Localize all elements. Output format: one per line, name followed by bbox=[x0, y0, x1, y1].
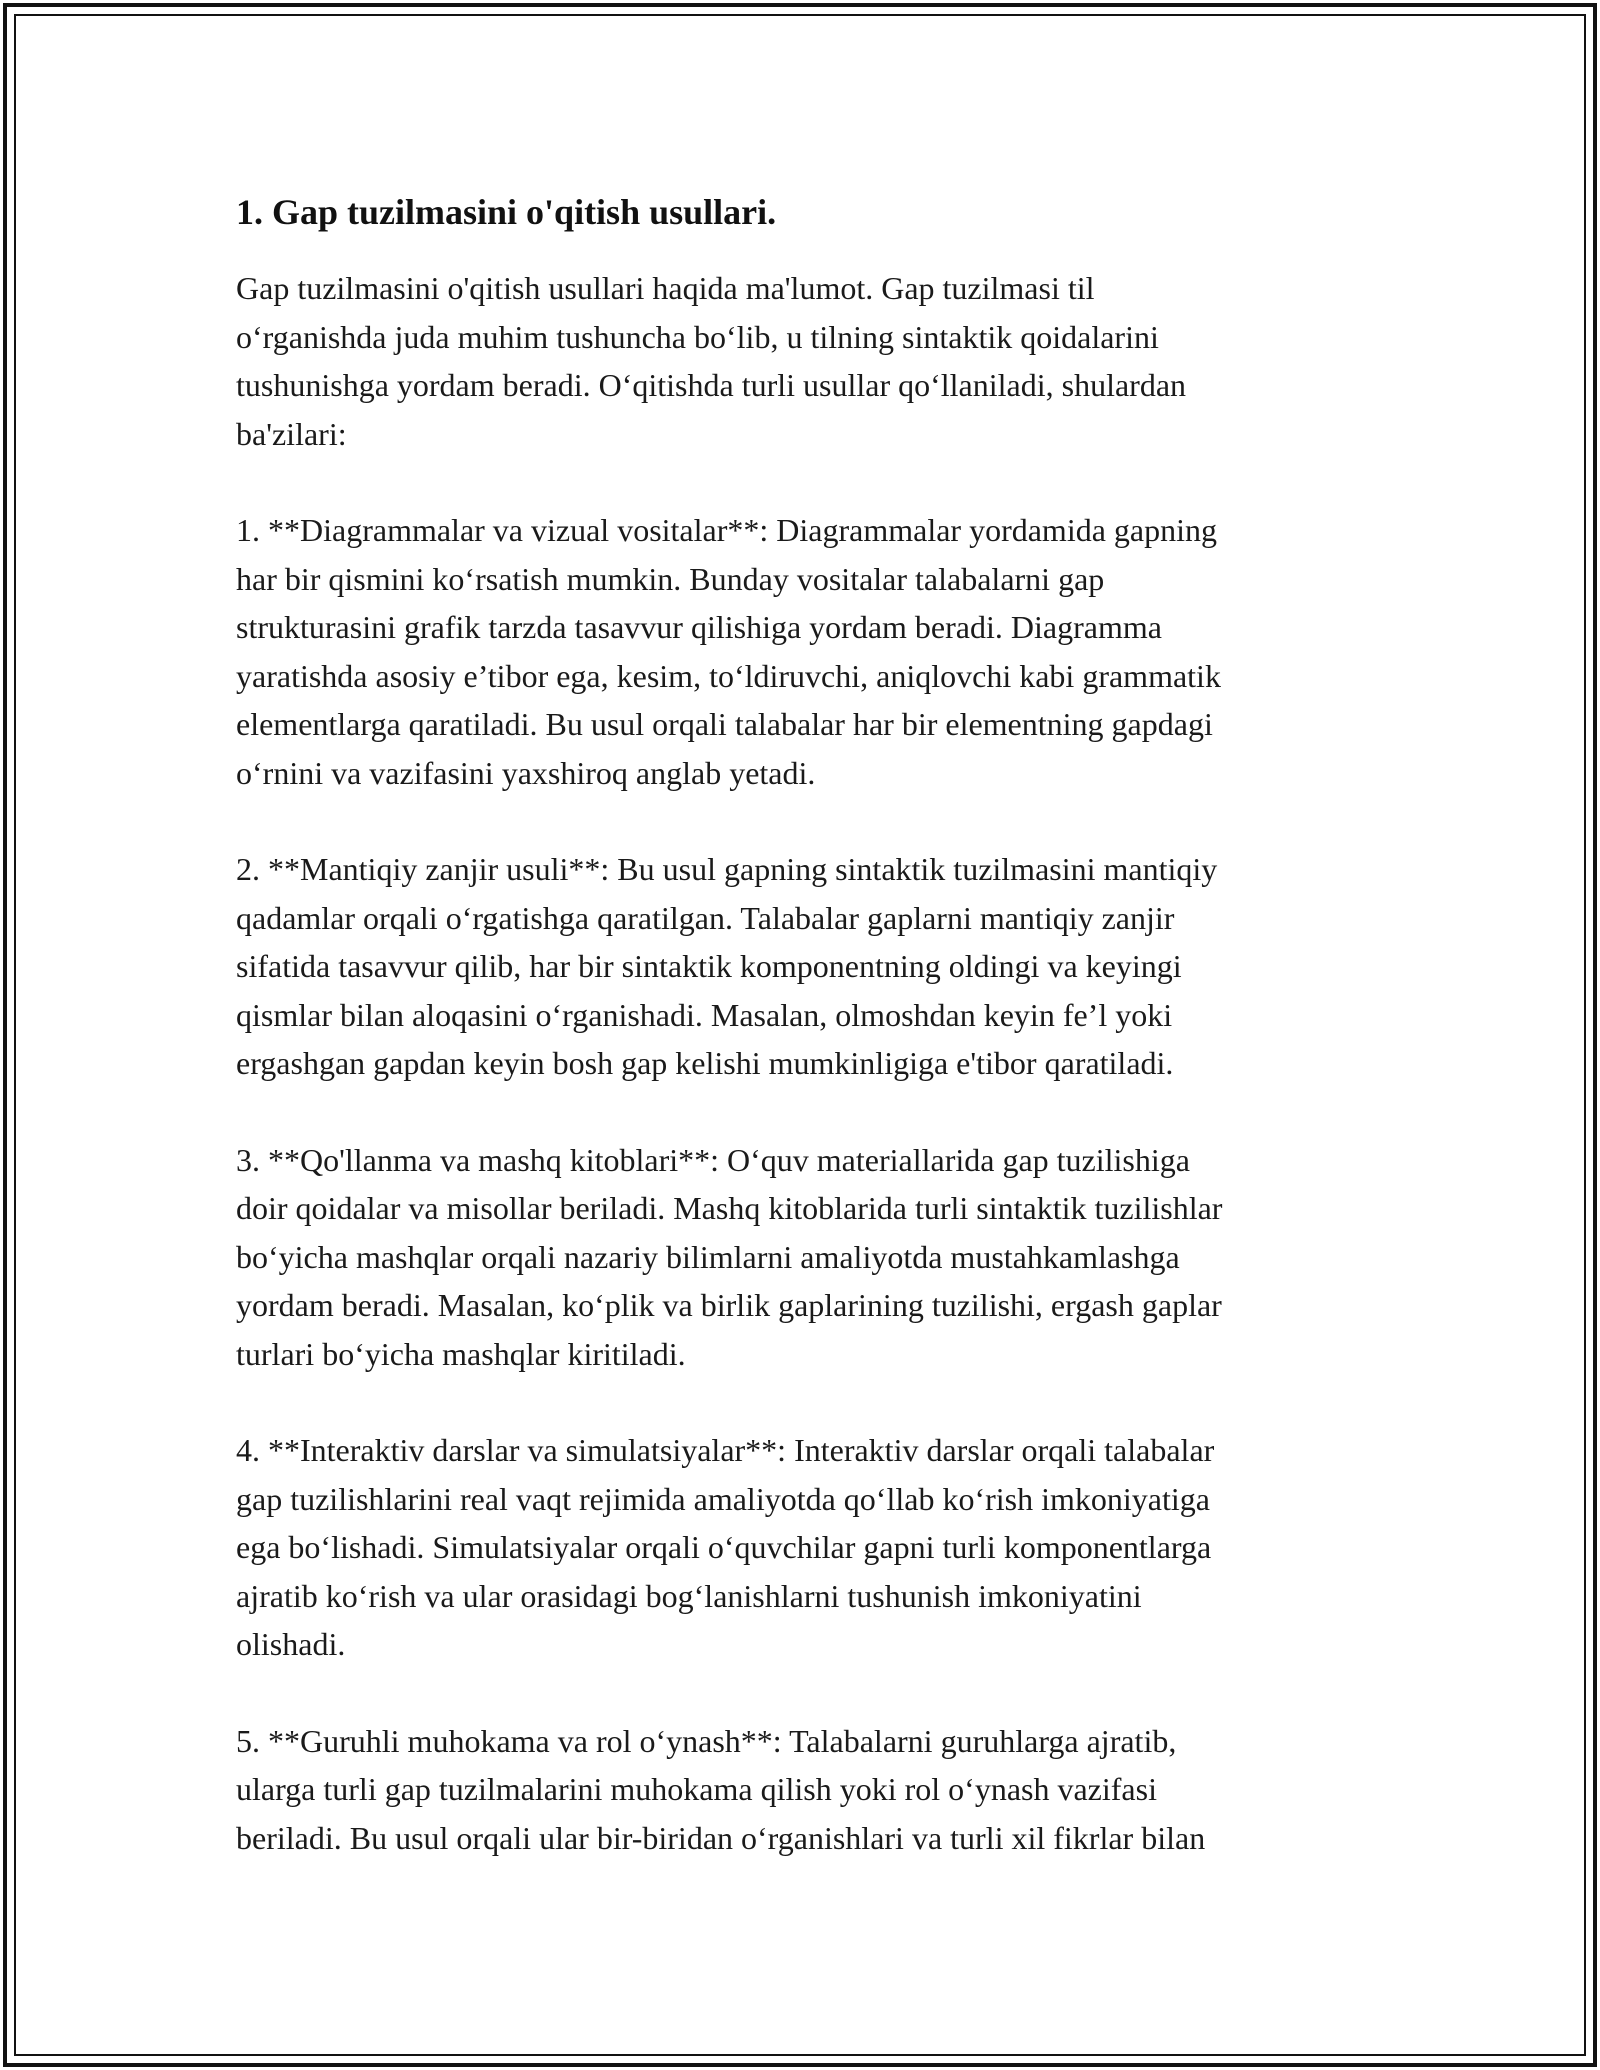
paragraph-line: 1. **Diagrammalar va vizual vositalar**: Diagrammalar yordamida gapning bbox=[236, 512, 1217, 548]
document-body bbox=[236, 188, 1366, 1910]
paragraph-line: bo‘yicha mashqlar orqali nazariy bilimlarni amaliyotda mustahkamlashga bbox=[236, 1238, 1180, 1275]
paragraph-line: beriladi. Bu usul orqali ular bir-biridan o‘rganishlari va turli xil fikrlar bilan bbox=[236, 1819, 1206, 1856]
paragraph-line: ega bo‘lishadi. Simulatsiyalar orqali o‘quvchilar gapni turli komponentlarga bbox=[236, 1529, 1212, 1565]
paragraph-line: sifatida tasavvur qilib, har bir sintaktik komponentning oldingi va keyingi bbox=[236, 948, 1182, 984]
paragraph-line: ergashgan gapdan keyin bosh gap kelishi mumkinligiga e'tibor qaratiladi. bbox=[236, 1045, 1174, 1081]
method-paragraph-3 bbox=[236, 1136, 1366, 1379]
paragraph-line: doir qoidalar va misollar beriladi. Mashq kitoblarida turli sintaktik tuzilishlar bbox=[236, 1190, 1223, 1226]
paragraph-line: olishadi. bbox=[236, 1626, 346, 1662]
paragraph-line: turlari bo‘yicha mashqlar kiritiladi. bbox=[236, 1335, 686, 1372]
paragraph-list bbox=[236, 264, 1366, 1862]
document-title: 1. Gap tuzilmasini o'qitish usullari. bbox=[236, 192, 777, 232]
paragraph-line: o‘rnini va vazifasini yaxshiroq anglab yetadi. bbox=[236, 754, 816, 791]
paragraph-line: qadamlar orqali o‘rgatishga qaratilgan. Talabalar gaplarni mantiqiy zanjir bbox=[236, 899, 1175, 936]
paragraph-line: ba'zilari: bbox=[236, 415, 347, 452]
paragraph-line: elementlarga qaratiladi. Bu usul orqali talabalar har bir elementning gapdagi bbox=[236, 706, 1213, 742]
method-paragraph-1 bbox=[236, 506, 1366, 797]
paragraph-line: har bir qismini ko‘rsatish mumkin. Bunday vositalar talabalarni gap bbox=[236, 560, 1105, 597]
paragraph-line: Gap tuzilmasini o'qitish usullari haqida ma'lumot. Gap tuzilmasi til bbox=[236, 270, 1095, 306]
paragraph-line: tushunishga yordam beradi. O‘qitishda turli usullar qo‘llaniladi, shulardan bbox=[236, 367, 1187, 403]
paragraph-line: 3. **Qo'llanma va mashq kitoblari**: O‘quv materiallarida gap tuzilishiga bbox=[236, 1141, 1190, 1178]
paragraph-line: gap tuzilishlarini real vaqt rejimida amaliyotda qo‘llab ko‘rish imkoniyatiga bbox=[236, 1480, 1210, 1517]
paragraph-line: ajratib ko‘rish va ular orasidagi bog‘lanishlarni tushunish imkoniyatini bbox=[236, 1577, 1142, 1614]
method-paragraph-4 bbox=[236, 1426, 1366, 1669]
paragraph-line: strukturasini grafik tarzda tasavvur qilishiga yordam beradi. Diagramma bbox=[236, 609, 1162, 645]
paragraph-line: yaratishda asosiy e’tibor ega, kesim, to‘ldiruvchi, aniqlovchi kabi grammatik bbox=[236, 657, 1221, 694]
paragraph-line: qismlar bilan aloqasini o‘rganishadi. Masalan, olmoshdan keyin fe’l yoki bbox=[236, 996, 1173, 1033]
paragraph-line: 2. **Mantiqiy zanjir usuli**: Bu usul gapning sintaktik tuzilmasini mantiqiy bbox=[236, 851, 1218, 887]
method-paragraph-5 bbox=[236, 1717, 1366, 1863]
intro-paragraph bbox=[236, 264, 1366, 458]
paragraph-line: o‘rganishda juda muhim tushuncha bo‘lib, u tilning sintaktik qoidalarini bbox=[236, 318, 1159, 355]
method-paragraph-2 bbox=[236, 845, 1366, 1088]
paragraph-line: yordam beradi. Masalan, ko‘plik va birlik gaplarining tuzilishi, ergash gaplar bbox=[236, 1287, 1222, 1323]
paragraph-line: ularga turli gap tuzilmalarini muhokama qilish yoki rol o‘ynash vazifasi bbox=[236, 1771, 1157, 1807]
paragraph-line: 5. **Guruhli muhokama va rol o‘ynash**: Talabalarni guruhlarga ajratib, bbox=[236, 1722, 1177, 1759]
paragraph-line: 4. **Interaktiv darslar va simulatsiyalar**: Interaktiv darslar orqali talabalar bbox=[236, 1432, 1215, 1468]
